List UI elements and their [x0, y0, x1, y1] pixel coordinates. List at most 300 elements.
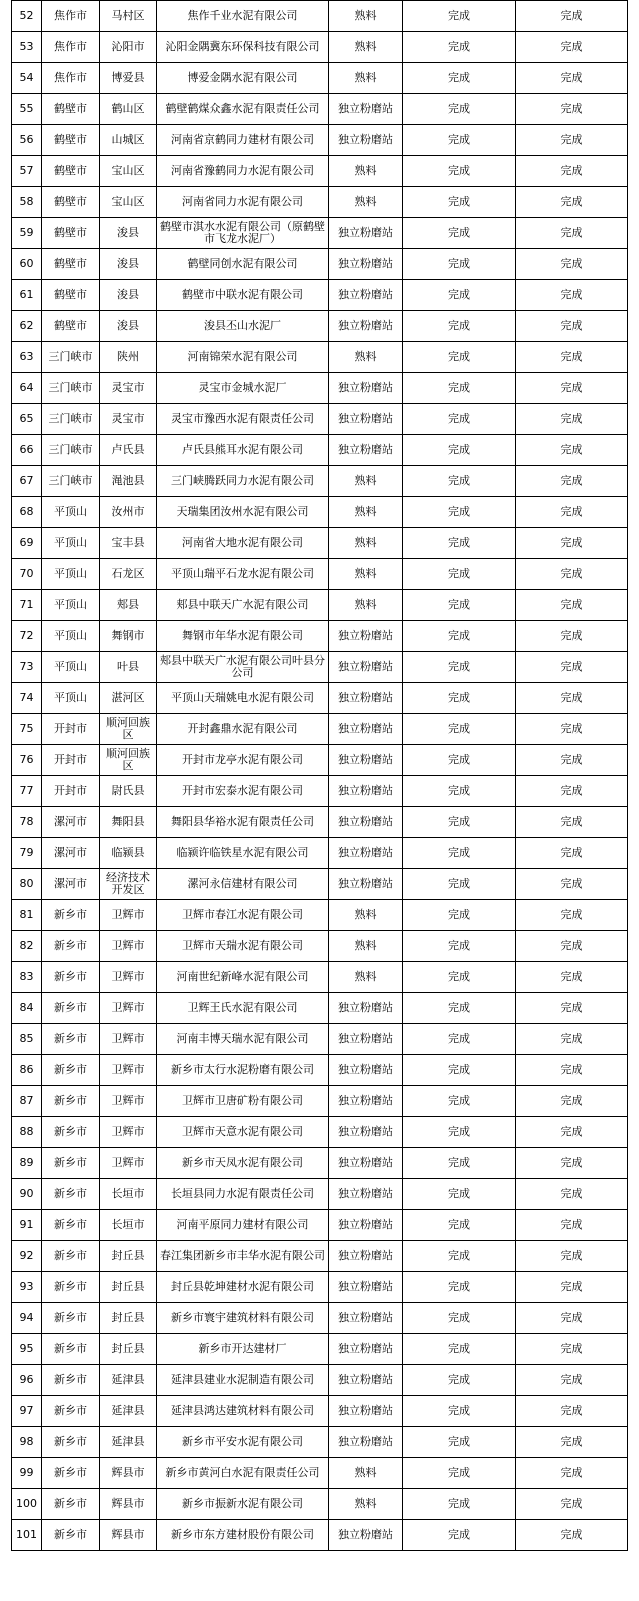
table-row [12, 869, 628, 900]
row-number-cell: 83 [12, 962, 42, 993]
row-number-cell: 76 [12, 745, 42, 776]
status-cell-2: 完成 [516, 1086, 628, 1117]
row-number-cell: 93 [12, 1272, 42, 1303]
status-cell-2: 完成 [516, 404, 628, 435]
facility-type-cell: 熟料 [329, 187, 403, 218]
row-number-cell: 95 [12, 1334, 42, 1365]
row-number-cell: 86 [12, 1055, 42, 1086]
company-name-cell: 灵宝市豫西水泥有限责任公司 [157, 404, 329, 435]
status-cell-2: 完成 [516, 1055, 628, 1086]
city-cell: 三门峡市 [42, 435, 100, 466]
status-cell-1: 完成 [403, 435, 516, 466]
row-number-cell: 85 [12, 1024, 42, 1055]
table-row [12, 1427, 628, 1458]
status-cell-2: 完成 [516, 1148, 628, 1179]
company-name-cell: 河南省同力水泥有限公司 [157, 187, 329, 218]
row-number-cell: 55 [12, 94, 42, 125]
facility-type-cell: 独立粉磨站 [329, 1117, 403, 1148]
status-cell-2: 完成 [516, 1520, 628, 1551]
row-number-cell: 78 [12, 807, 42, 838]
status-cell-2: 完成 [516, 63, 628, 94]
company-name-cell: 开封市龙亭水泥有限公司 [157, 745, 329, 776]
facility-type-cell: 熟料 [329, 466, 403, 497]
district-cell: 马村区 [100, 1, 157, 32]
city-cell: 平顶山 [42, 590, 100, 621]
facility-type-cell: 熟料 [329, 1458, 403, 1489]
status-cell-1: 完成 [403, 559, 516, 590]
city-cell: 新乡市 [42, 1117, 100, 1148]
table-row [12, 1489, 628, 1520]
status-cell-2: 完成 [516, 497, 628, 528]
table-row [12, 714, 628, 745]
row-number-cell: 100 [12, 1489, 42, 1520]
facility-type-cell: 独立粉磨站 [329, 249, 403, 280]
status-cell-2: 完成 [516, 1365, 628, 1396]
city-cell: 开封市 [42, 745, 100, 776]
row-number-cell: 73 [12, 652, 42, 683]
status-cell-2: 完成 [516, 32, 628, 63]
status-cell-2: 完成 [516, 218, 628, 249]
row-number-cell: 77 [12, 776, 42, 807]
facility-type-cell: 熟料 [329, 528, 403, 559]
status-cell-1: 完成 [403, 1055, 516, 1086]
city-cell: 新乡市 [42, 993, 100, 1024]
district-cell: 湛河区 [100, 683, 157, 714]
company-name-cell: 新乡市开达建材厂 [157, 1334, 329, 1365]
city-cell: 新乡市 [42, 1024, 100, 1055]
company-name-cell: 博爱金隅水泥有限公司 [157, 63, 329, 94]
table-row [12, 1241, 628, 1272]
city-cell: 鹤壁市 [42, 311, 100, 342]
facility-type-cell: 独立粉磨站 [329, 1241, 403, 1272]
table-row [12, 218, 628, 249]
status-cell-2: 完成 [516, 1272, 628, 1303]
facility-type-cell: 熟料 [329, 1489, 403, 1520]
row-number-cell: 65 [12, 404, 42, 435]
district-cell: 卫辉市 [100, 931, 157, 962]
city-cell: 新乡市 [42, 1427, 100, 1458]
company-name-cell: 河南锦荣水泥有限公司 [157, 342, 329, 373]
district-cell: 灵宝市 [100, 404, 157, 435]
status-cell-1: 完成 [403, 590, 516, 621]
company-name-cell: 灵宝市金城水泥厂 [157, 373, 329, 404]
row-number-cell: 52 [12, 1, 42, 32]
city-cell: 焦作市 [42, 1, 100, 32]
company-name-cell: 封丘县乾坤建材水泥有限公司 [157, 1272, 329, 1303]
facility-type-cell: 熟料 [329, 962, 403, 993]
city-cell: 新乡市 [42, 1179, 100, 1210]
status-cell-1: 完成 [403, 342, 516, 373]
company-name-cell: 鹤壁市中联水泥有限公司 [157, 280, 329, 311]
city-cell: 新乡市 [42, 1086, 100, 1117]
company-name-cell: 延津县建业水泥制造有限公司 [157, 1365, 329, 1396]
row-number-cell: 68 [12, 497, 42, 528]
enterprise-status-table [11, 0, 628, 1551]
status-cell-1: 完成 [403, 125, 516, 156]
table-row [12, 1024, 628, 1055]
status-cell-1: 完成 [403, 1489, 516, 1520]
table-row [12, 94, 628, 125]
table-row [12, 559, 628, 590]
district-cell: 叶县 [100, 652, 157, 683]
status-cell-1: 完成 [403, 1427, 516, 1458]
facility-type-cell: 独立粉磨站 [329, 1179, 403, 1210]
status-cell-1: 完成 [403, 838, 516, 869]
city-cell: 新乡市 [42, 1396, 100, 1427]
status-cell-1: 完成 [403, 373, 516, 404]
row-number-cell: 87 [12, 1086, 42, 1117]
city-cell: 新乡市 [42, 900, 100, 931]
facility-type-cell: 熟料 [329, 900, 403, 931]
company-name-cell: 新乡市振新水泥有限公司 [157, 1489, 329, 1520]
row-number-cell: 62 [12, 311, 42, 342]
city-cell: 鹤壁市 [42, 187, 100, 218]
company-name-cell: 天瑞集团汝州水泥有限公司 [157, 497, 329, 528]
city-cell: 新乡市 [42, 1520, 100, 1551]
status-cell-1: 完成 [403, 280, 516, 311]
district-cell: 辉县市 [100, 1458, 157, 1489]
company-name-cell: 河南丰博天瑞水泥有限公司 [157, 1024, 329, 1055]
status-cell-1: 完成 [403, 869, 516, 900]
facility-type-cell: 独立粉磨站 [329, 1427, 403, 1458]
district-cell: 封丘县 [100, 1303, 157, 1334]
city-cell: 新乡市 [42, 1489, 100, 1520]
facility-type-cell: 独立粉磨站 [329, 1303, 403, 1334]
row-number-cell: 98 [12, 1427, 42, 1458]
status-cell-2: 完成 [516, 1024, 628, 1055]
status-cell-2: 完成 [516, 1334, 628, 1365]
status-cell-1: 完成 [403, 94, 516, 125]
status-cell-1: 完成 [403, 1210, 516, 1241]
district-cell: 鹤山区 [100, 94, 157, 125]
district-cell: 辉县市 [100, 1489, 157, 1520]
company-name-cell: 新乡市平安水泥有限公司 [157, 1427, 329, 1458]
status-cell-1: 完成 [403, 156, 516, 187]
status-cell-1: 完成 [403, 931, 516, 962]
table-row [12, 528, 628, 559]
company-name-cell: 舞钢市年华水泥有限公司 [157, 621, 329, 652]
facility-type-cell: 独立粉磨站 [329, 435, 403, 466]
status-cell-2: 完成 [516, 156, 628, 187]
company-name-cell: 舞阳县华裕水泥有限责任公司 [157, 807, 329, 838]
row-number-cell: 97 [12, 1396, 42, 1427]
status-cell-1: 完成 [403, 1396, 516, 1427]
district-cell: 延津县 [100, 1427, 157, 1458]
table-row [12, 311, 628, 342]
status-cell-2: 完成 [516, 714, 628, 745]
city-cell: 焦作市 [42, 32, 100, 63]
table-row [12, 1179, 628, 1210]
status-cell-1: 完成 [403, 1458, 516, 1489]
status-cell-2: 完成 [516, 373, 628, 404]
status-cell-1: 完成 [403, 187, 516, 218]
table-row [12, 280, 628, 311]
city-cell: 鹤壁市 [42, 280, 100, 311]
district-cell: 长垣市 [100, 1210, 157, 1241]
status-cell-1: 完成 [403, 1303, 516, 1334]
company-name-cell: 春江集团新乡市丰华水泥有限公司 [157, 1241, 329, 1272]
district-cell: 临颍县 [100, 838, 157, 869]
row-number-cell: 90 [12, 1179, 42, 1210]
row-number-cell: 94 [12, 1303, 42, 1334]
city-cell: 新乡市 [42, 1210, 100, 1241]
facility-type-cell: 独立粉磨站 [329, 683, 403, 714]
status-cell-1: 完成 [403, 528, 516, 559]
status-cell-1: 完成 [403, 1, 516, 32]
status-cell-2: 完成 [516, 807, 628, 838]
status-cell-2: 完成 [516, 311, 628, 342]
facility-type-cell: 独立粉磨站 [329, 1365, 403, 1396]
status-cell-2: 完成 [516, 1179, 628, 1210]
status-cell-2: 完成 [516, 683, 628, 714]
city-cell: 焦作市 [42, 63, 100, 94]
facility-type-cell: 独立粉磨站 [329, 1024, 403, 1055]
table-row [12, 900, 628, 931]
facility-type-cell: 熟料 [329, 931, 403, 962]
status-cell-1: 完成 [403, 249, 516, 280]
city-cell: 新乡市 [42, 931, 100, 962]
city-cell: 鹤壁市 [42, 156, 100, 187]
facility-type-cell: 独立粉磨站 [329, 745, 403, 776]
table-row [12, 652, 628, 683]
status-cell-1: 完成 [403, 1334, 516, 1365]
table-row [12, 156, 628, 187]
table-row [12, 1334, 628, 1365]
status-cell-2: 完成 [516, 1210, 628, 1241]
row-number-cell: 84 [12, 993, 42, 1024]
facility-type-cell: 熟料 [329, 497, 403, 528]
table-row [12, 1396, 628, 1427]
facility-type-cell: 独立粉磨站 [329, 1210, 403, 1241]
company-name-cell: 开封鑫鼎水泥有限公司 [157, 714, 329, 745]
status-cell-2: 完成 [516, 1117, 628, 1148]
company-name-cell: 郏县中联天广水泥有限公司 [157, 590, 329, 621]
facility-type-cell: 独立粉磨站 [329, 621, 403, 652]
district-cell: 卢氏县 [100, 435, 157, 466]
status-cell-2: 完成 [516, 342, 628, 373]
company-name-cell: 河南省大地水泥有限公司 [157, 528, 329, 559]
company-name-cell: 平顶山天瑞姚电水泥有限公司 [157, 683, 329, 714]
status-cell-1: 完成 [403, 311, 516, 342]
status-cell-2: 完成 [516, 125, 628, 156]
district-cell: 浚县 [100, 218, 157, 249]
facility-type-cell: 独立粉磨站 [329, 776, 403, 807]
facility-type-cell: 独立粉磨站 [329, 1055, 403, 1086]
company-name-cell: 焦作千业水泥有限公司 [157, 1, 329, 32]
status-cell-2: 完成 [516, 1241, 628, 1272]
status-cell-1: 完成 [403, 993, 516, 1024]
company-name-cell: 河南省京鹤同力建材有限公司 [157, 125, 329, 156]
company-name-cell: 卫辉市天瑞水泥有限公司 [157, 931, 329, 962]
row-number-cell: 70 [12, 559, 42, 590]
city-cell: 鹤壁市 [42, 249, 100, 280]
facility-type-cell: 独立粉磨站 [329, 1520, 403, 1551]
company-name-cell: 新乡市太行水泥粉磨有限公司 [157, 1055, 329, 1086]
table-row [12, 63, 628, 94]
facility-type-cell: 独立粉磨站 [329, 280, 403, 311]
company-name-cell: 平顶山瑞平石龙水泥有限公司 [157, 559, 329, 590]
status-cell-1: 完成 [403, 1520, 516, 1551]
city-cell: 三门峡市 [42, 466, 100, 497]
table-row [12, 466, 628, 497]
company-name-cell: 浚县丕山水泥厂 [157, 311, 329, 342]
table-row [12, 590, 628, 621]
city-cell: 新乡市 [42, 1303, 100, 1334]
district-cell: 浚县 [100, 249, 157, 280]
company-name-cell: 卢氏县熊耳水泥有限公司 [157, 435, 329, 466]
district-cell: 卫辉市 [100, 1117, 157, 1148]
city-cell: 新乡市 [42, 1055, 100, 1086]
city-cell: 三门峡市 [42, 342, 100, 373]
row-number-cell: 56 [12, 125, 42, 156]
table-row [12, 962, 628, 993]
status-cell-1: 完成 [403, 404, 516, 435]
facility-type-cell: 独立粉磨站 [329, 94, 403, 125]
district-cell: 山城区 [100, 125, 157, 156]
facility-type-cell: 独立粉磨站 [329, 1334, 403, 1365]
district-cell: 封丘县 [100, 1272, 157, 1303]
district-cell: 卫辉市 [100, 900, 157, 931]
district-cell: 延津县 [100, 1365, 157, 1396]
status-cell-2: 完成 [516, 869, 628, 900]
facility-type-cell: 独立粉磨站 [329, 652, 403, 683]
company-name-cell: 卫辉市卫唐矿粉有限公司 [157, 1086, 329, 1117]
table-row [12, 1055, 628, 1086]
city-cell: 平顶山 [42, 652, 100, 683]
district-cell: 舞钢市 [100, 621, 157, 652]
table-row [12, 1086, 628, 1117]
facility-type-cell: 独立粉磨站 [329, 714, 403, 745]
status-cell-1: 完成 [403, 32, 516, 63]
status-cell-2: 完成 [516, 838, 628, 869]
table-row [12, 1458, 628, 1489]
company-name-cell: 沁阳金隅冀东环保科技有限公司 [157, 32, 329, 63]
district-cell: 卫辉市 [100, 1086, 157, 1117]
status-cell-1: 完成 [403, 497, 516, 528]
company-name-cell: 新乡市黄河白水泥有限责任公司 [157, 1458, 329, 1489]
company-name-cell: 卫辉市春江水泥有限公司 [157, 900, 329, 931]
row-number-cell: 75 [12, 714, 42, 745]
district-cell: 浚县 [100, 311, 157, 342]
district-cell: 宝丰县 [100, 528, 157, 559]
district-cell: 石龙区 [100, 559, 157, 590]
company-name-cell: 新乡市寰宇建筑材料有限公司 [157, 1303, 329, 1334]
status-cell-2: 完成 [516, 94, 628, 125]
city-cell: 鹤壁市 [42, 94, 100, 125]
row-number-cell: 64 [12, 373, 42, 404]
company-name-cell: 鹤壁同创水泥有限公司 [157, 249, 329, 280]
city-cell: 新乡市 [42, 1272, 100, 1303]
row-number-cell: 80 [12, 869, 42, 900]
row-number-cell: 82 [12, 931, 42, 962]
row-number-cell: 66 [12, 435, 42, 466]
status-cell-1: 完成 [403, 714, 516, 745]
status-cell-2: 完成 [516, 745, 628, 776]
company-name-cell: 卫辉市天意水泥有限公司 [157, 1117, 329, 1148]
table-row [12, 621, 628, 652]
status-cell-1: 完成 [403, 621, 516, 652]
city-cell: 漯河市 [42, 869, 100, 900]
status-cell-2: 完成 [516, 280, 628, 311]
status-cell-2: 完成 [516, 590, 628, 621]
row-number-cell: 67 [12, 466, 42, 497]
status-cell-2: 完成 [516, 1, 628, 32]
facility-type-cell: 熟料 [329, 1, 403, 32]
city-cell: 三门峡市 [42, 404, 100, 435]
status-cell-2: 完成 [516, 249, 628, 280]
table-row [12, 32, 628, 63]
status-cell-1: 完成 [403, 1272, 516, 1303]
status-cell-1: 完成 [403, 1365, 516, 1396]
city-cell: 平顶山 [42, 559, 100, 590]
table-row [12, 1520, 628, 1551]
table-row [12, 931, 628, 962]
district-cell: 封丘县 [100, 1334, 157, 1365]
city-cell: 新乡市 [42, 1365, 100, 1396]
table-row [12, 838, 628, 869]
row-number-cell: 61 [12, 280, 42, 311]
row-number-cell: 88 [12, 1117, 42, 1148]
status-cell-2: 完成 [516, 962, 628, 993]
facility-type-cell: 独立粉磨站 [329, 1272, 403, 1303]
status-cell-1: 完成 [403, 776, 516, 807]
row-number-cell: 57 [12, 156, 42, 187]
row-number-cell: 71 [12, 590, 42, 621]
district-cell: 卫辉市 [100, 1024, 157, 1055]
city-cell: 平顶山 [42, 621, 100, 652]
table-body [12, 1, 628, 1551]
district-cell: 卫辉市 [100, 993, 157, 1024]
district-cell: 汝州市 [100, 497, 157, 528]
table-row [12, 187, 628, 218]
facility-type-cell: 独立粉磨站 [329, 1396, 403, 1427]
row-number-cell: 96 [12, 1365, 42, 1396]
status-cell-1: 完成 [403, 1086, 516, 1117]
company-name-cell: 三门峡腾跃同力水泥有限公司 [157, 466, 329, 497]
city-cell: 新乡市 [42, 1241, 100, 1272]
facility-type-cell: 独立粉磨站 [329, 1086, 403, 1117]
city-cell: 新乡市 [42, 1148, 100, 1179]
table-row [12, 404, 628, 435]
facility-type-cell: 独立粉磨站 [329, 1148, 403, 1179]
row-number-cell: 54 [12, 63, 42, 94]
facility-type-cell: 熟料 [329, 342, 403, 373]
company-name-cell: 河南世纪新峰水泥有限公司 [157, 962, 329, 993]
status-cell-2: 完成 [516, 1458, 628, 1489]
table-row [12, 993, 628, 1024]
city-cell: 新乡市 [42, 962, 100, 993]
status-cell-1: 完成 [403, 807, 516, 838]
district-cell: 长垣市 [100, 1179, 157, 1210]
row-number-cell: 74 [12, 683, 42, 714]
city-cell: 鹤壁市 [42, 125, 100, 156]
district-cell: 顺河回族区 [100, 745, 157, 776]
table-row [12, 1117, 628, 1148]
district-cell: 浚县 [100, 280, 157, 311]
row-number-cell: 58 [12, 187, 42, 218]
table-row [12, 1, 628, 32]
table-row [12, 776, 628, 807]
facility-type-cell: 独立粉磨站 [329, 838, 403, 869]
district-cell: 卫辉市 [100, 962, 157, 993]
table-row [12, 1365, 628, 1396]
row-number-cell: 59 [12, 218, 42, 249]
table-row [12, 683, 628, 714]
status-cell-1: 完成 [403, 652, 516, 683]
status-cell-1: 完成 [403, 1024, 516, 1055]
table-row [12, 1303, 628, 1334]
city-cell: 平顶山 [42, 683, 100, 714]
